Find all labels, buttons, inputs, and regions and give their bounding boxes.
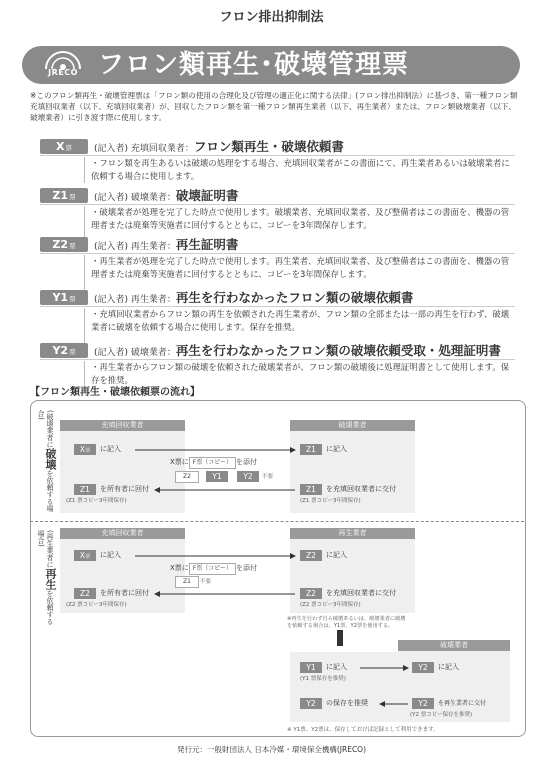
z1-right-chip: Z1: [300, 444, 322, 455]
slip-heading-y1: (記入者) 再生業者：再生を行わなかったフロン類の破壊依頼書: [94, 290, 414, 305]
publisher-footer: 発行元：一般財団法人 日本冷媒・環境保全機構(JRECO): [176, 745, 367, 754]
x-fill-text: に記入: [100, 445, 121, 453]
slip-heading-y2: (記入者) 破壊業者：再生を行わなかったフロン類の破壊依頼受取・処理証明書: [94, 343, 501, 358]
recycle-left-header: 充填回収業者: [60, 528, 185, 539]
attach-text: X票に F票（コピー） を添付: [170, 457, 257, 469]
z1-right2-chip: Z1: [300, 484, 322, 495]
y1-keep-note: (Y1 票保存を推奨): [300, 676, 346, 682]
slip-description-z2: ・再生業者が処理を完了した時点で使用します。再生業者、充填回収業者、及び整備者はこの書面を、機器の管理者または廃棄等実施者に回付するとともに、コピーを3年間保存します。: [84, 255, 517, 293]
not-needed-text-2: 不要: [200, 579, 212, 585]
y2-right2-chip: Y2: [412, 698, 434, 709]
x-slip-chip-2: X票: [74, 550, 96, 561]
slip-heading-z2: (記入者) 再生業者：再生証明書: [94, 237, 239, 252]
y1-chip: Y1: [206, 471, 228, 482]
y2-keep-text: の保存を推奨: [326, 699, 368, 707]
y-slip-note: ※再生を行わず自ら破壊あるいは、破壊業者に破壊を依頼する場合は、Y1票、Y2票を使用する。: [287, 616, 406, 629]
slip-heading-x: (記入者) 充填回収業者：フロン類再生・破壊依頼書: [94, 139, 344, 154]
destroy-case-label: (破壊業者に破壊を依頼する場合): [37, 410, 57, 512]
not-needed-text: 不要: [262, 474, 274, 480]
bottom-note: ※ Y1票、Y2票は、保存しておけば記録として利用できます。: [287, 727, 439, 733]
slip-rule: [40, 253, 515, 254]
slip-code-y1: Y1票: [40, 290, 88, 305]
slip-description-x: ・フロン類を再生あるいは破壊の処理をする場合、充填回収業者がこの書面にて、再生業者あるいは破壊業者に依頼する場合に使用します。: [84, 157, 517, 183]
intro-text: ※このフロン類再生・破壊管理票は「フロン類の使用の合理化及び管理の適正化に関する法律」(フロン排出抑制法）に基づき、第一種フロン類充填回収業者（以下、充填回収業者）が、回収したフロン類を第一種フロン類再生業者（以下、再生業者）または、フロン類破壊業者（以下、破壊業者）に引き渡す際に使用します。: [30, 91, 518, 122]
slip-rule: [40, 204, 515, 205]
z2-right-keep-note: (Z2 票コピー3年間保存): [300, 602, 361, 608]
attach-text-2: X票に F票（コピー） を添付: [170, 563, 257, 575]
destroyer-column: [398, 640, 510, 722]
z2-right2-chip: Z2: [300, 588, 322, 599]
z2-keep-note: (Z2 票コピー3年間保存): [66, 602, 127, 608]
slip-description-y2: ・再生業者からフロン類の破壊を依頼された破壊業者が、フロン類の破壊後に処理証明書として使用します。保存を推奨。: [84, 361, 517, 387]
y2-keep-note: (Y2 票コピー保存を推奨): [410, 712, 473, 718]
z1-left-chip: Z1: [74, 484, 96, 495]
slip-heading-z1: (記入者) 破壊業者：破壊証明書: [94, 188, 239, 203]
slip-code-z2: Z2票: [40, 237, 88, 252]
x-slip-chip: X票: [74, 444, 96, 455]
jreco-logo: JRECO: [34, 49, 92, 81]
destroyer-header: 破壊業者: [398, 640, 510, 651]
y2-deliver-text: を再生業者に交付: [438, 700, 487, 707]
y2-fill-text: に記入: [438, 663, 459, 671]
z2-deliver-text: を充填回収業者に交付: [326, 589, 396, 597]
z2-left-chip: Z2: [74, 588, 96, 599]
y2-slip-chip: Y2: [412, 662, 434, 673]
slip-description-z1: ・破壊業者が処理を完了した時点で使用します。破壊業者、充填回収業者、及び整備者はこの書面を、機器の管理者または廃棄等実施者に回付するとともに、コピーを3年間保存します。: [84, 206, 517, 244]
law-name: フロン排出抑制法: [219, 10, 324, 25]
slip-rule: [40, 306, 515, 307]
z1-chip-2: Z1: [175, 576, 199, 588]
y1-slip-chip: Y1: [300, 662, 322, 673]
y2-left-chip: Y2: [300, 698, 322, 709]
z1-keep-note: (Z1 票コピー3年間保存): [66, 498, 127, 504]
flow-title: 【フロン類再生・破壊依頼票の流れ】: [30, 387, 200, 398]
destroy-left-header: 充填回収業者: [60, 420, 185, 431]
destroy-right-header: 破壊業者: [290, 420, 415, 431]
y1-fill-text: に記入: [326, 663, 347, 671]
recycle-right-header: 再生業者: [290, 528, 415, 539]
x-fill-text-2: に記入: [100, 551, 121, 559]
slip-description-y1: ・充填回収業者からフロン類の再生を依頼された再生業者が、フロン類の全部または一部の再生を行わず、破壊業者に破壊を依頼する場合に使用します。保存を推奨。: [84, 308, 517, 346]
recycle-case-label: (再生業者に再生を依頼する場合): [37, 530, 57, 625]
z1-right-keep-note: (Z1 票コピー3年間保存): [300, 498, 361, 504]
z1-deliver-text: を充填回収業者に交付: [326, 485, 396, 493]
z2-owner-text: を所有者に回付: [100, 589, 149, 597]
slip-rule: [40, 359, 515, 360]
z1-owner-text: を所有者に回付: [100, 485, 149, 493]
z2-right-chip: Z2: [300, 550, 322, 561]
z1-fill-text: に記入: [326, 445, 347, 453]
slip-code-y2: Y2票: [40, 343, 88, 358]
slip-code-z1: Z1票: [40, 188, 88, 203]
z2-chip: Z2: [175, 471, 199, 483]
flow-divider: [30, 521, 524, 522]
page-title: フロン類再生･破壊管理票: [98, 50, 410, 80]
slip-code-x: X票: [40, 139, 88, 154]
slip-rule: [40, 155, 515, 156]
z2-fill-text: に記入: [326, 551, 347, 559]
y2-chip: Y2: [237, 471, 259, 482]
